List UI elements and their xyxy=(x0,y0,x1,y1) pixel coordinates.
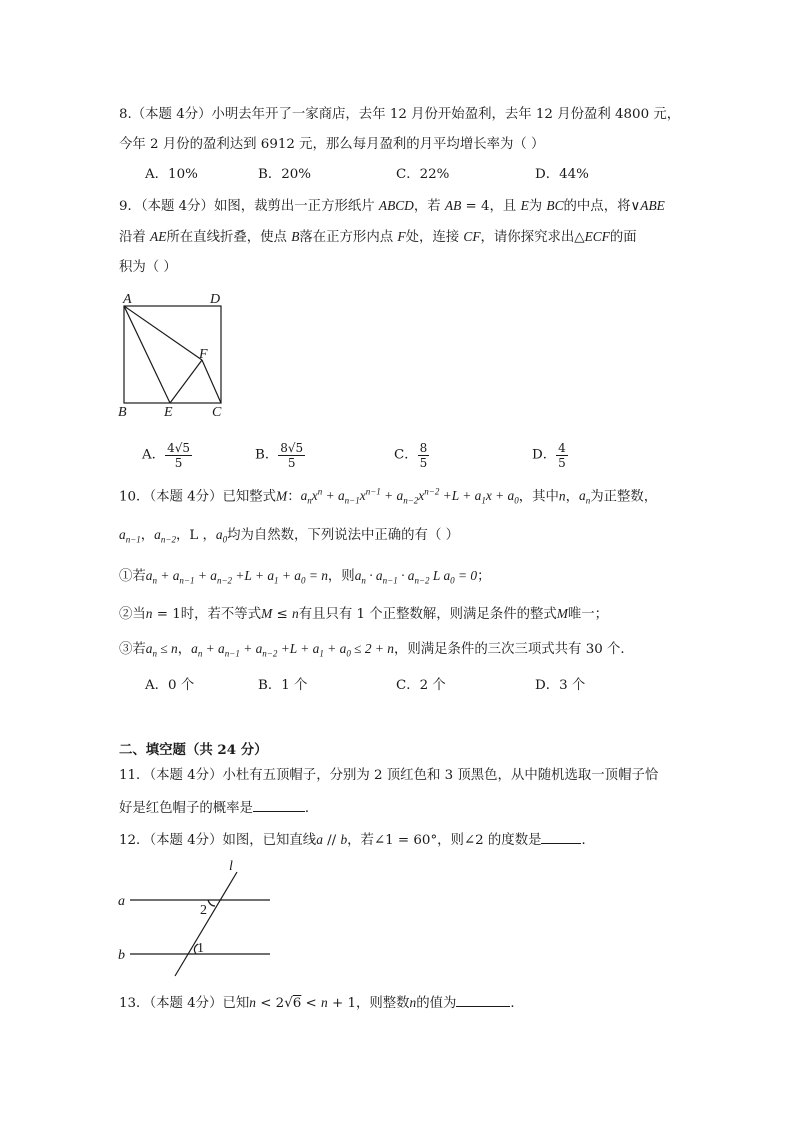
q8-option-a: A．10% xyxy=(145,167,198,182)
q9-line2: 沿着 AE所在直线折叠，使点 B落在正方形内点 F处，连接 CF，请你探究求出△ECF的面 xyxy=(119,229,637,245)
q13-answer-blank xyxy=(456,992,510,1007)
q12-line1: 12．（本题 4分）如图，已知直线a // b，若∠1 = 60°，则∠2 的度数是 ． xyxy=(119,829,595,851)
parallel-lines-figure xyxy=(114,856,274,980)
q9-option-b: B． $\frac{8√5}{5}$ xyxy=(255,441,304,470)
q11-line1: 11．（本题 4分）小杜有五顶帽子，分别为 2 顶红色和 3 顶黑色，从中随机选取一顶帽子恰 xyxy=(119,768,659,783)
label-angle-1: 1 xyxy=(197,941,204,956)
q8-line1: 8.（本题 4分）小明去年开了一家商店，去年 12 月份开始盈利，去年 12 月份盈利 4800 元， xyxy=(119,107,681,122)
segment-ae xyxy=(124,306,170,403)
label-line-a: a xyxy=(118,894,125,909)
q9-line3: 积为（ ） xyxy=(119,260,177,275)
label-c: C xyxy=(212,405,222,418)
label-b: B xyxy=(118,405,127,418)
q10-option-a: A．0 个 xyxy=(145,678,195,693)
q10-option-d: D．3 个 xyxy=(535,678,586,693)
q10-option-b: B．1 个 xyxy=(258,678,308,693)
q8-line2: 今年 2 月份的盈利达到 6912 元，那么每月盈利的月平均增长率为（ ） xyxy=(119,137,545,152)
q8-option-c: C．22% xyxy=(396,167,450,182)
q13-line1: 13．（本题 4分）已知n < 2√6 < n + 1，则整数n的值为 ． xyxy=(119,992,524,1014)
label-line-b: b xyxy=(118,948,125,963)
square-fold-figure xyxy=(114,290,234,418)
label-l: l xyxy=(229,859,233,874)
q10-option-c: C．2 个 xyxy=(396,678,446,693)
segment-ef xyxy=(170,360,202,403)
q10-line1: 10．（本题 4分）已知整式M：$a_nx^n + a_{n-1}x^{n-1} + a_{n-2}x^{n-2} +L + a_1x + a_0$，其中n，$a_n$为正整数， xyxy=(119,487,658,507)
q9-option-a: A． $\frac{4√5}{5}$ xyxy=(142,441,190,470)
label-f: F xyxy=(199,347,208,362)
angle-2-arc xyxy=(208,900,215,906)
q9-option-d: D． $\frac{4}{5}$ xyxy=(532,441,566,470)
line-l xyxy=(175,872,237,976)
section-title-fill-in: 二、填空题（共 24 分） xyxy=(119,742,268,758)
segment-fc xyxy=(202,360,221,403)
segment-af xyxy=(124,306,202,360)
q8-option-b: B．20% xyxy=(258,167,311,182)
q9-line1: 9．（本题 4分）如图，裁剪出一正方形纸片 ABCD，若 AB = 4，且 E为 BC的中点，将∨ABE xyxy=(119,198,665,214)
q11-answer-blank xyxy=(253,797,305,812)
q10-polynomial: $a_nx^n + a_{n-1}x^{n-1} + a_{n-2}x^{n-2} +L + a_1x + a_0$ xyxy=(300,487,519,507)
label-a: A xyxy=(123,292,132,307)
q11-line2: 好是红色帽子的概率是 ． xyxy=(119,797,318,819)
q10-statement-3: ③若$a_n \le n$，$a_n + a_{n-1} + a_{n-2} +L + a_1 + a_0 \le 2 + n$，则满足条件的三次三项式共有 30 个． xyxy=(119,641,634,659)
q10-line2: $a_{n-1}$，$a_{n-2}$，L ，$a_0$均为自然数，下列说法中正确的有（ ） xyxy=(119,527,459,545)
q10-statement-1: ①若$a_n + a_{n-1} + a_{n-2} +L + a_1 + a_0 = n$，则$a_n \cdot a_{n-1} \cdot a_{n-2}$ L $a_0 = 0$； xyxy=(119,568,491,586)
label-angle-2: 2 xyxy=(200,903,207,918)
q10-statement-2: ②当n = 1时，若不等式M ≤ n有且只有 1 个正整数解，则满足条件的整式M唯一； xyxy=(119,606,609,622)
q12-answer-blank xyxy=(541,829,581,844)
q8-option-d: D．44% xyxy=(535,167,589,182)
label-d: D xyxy=(210,292,221,307)
q9-option-c: C． $\frac{8}{5}$ xyxy=(394,441,428,470)
label-e: E xyxy=(164,405,173,418)
